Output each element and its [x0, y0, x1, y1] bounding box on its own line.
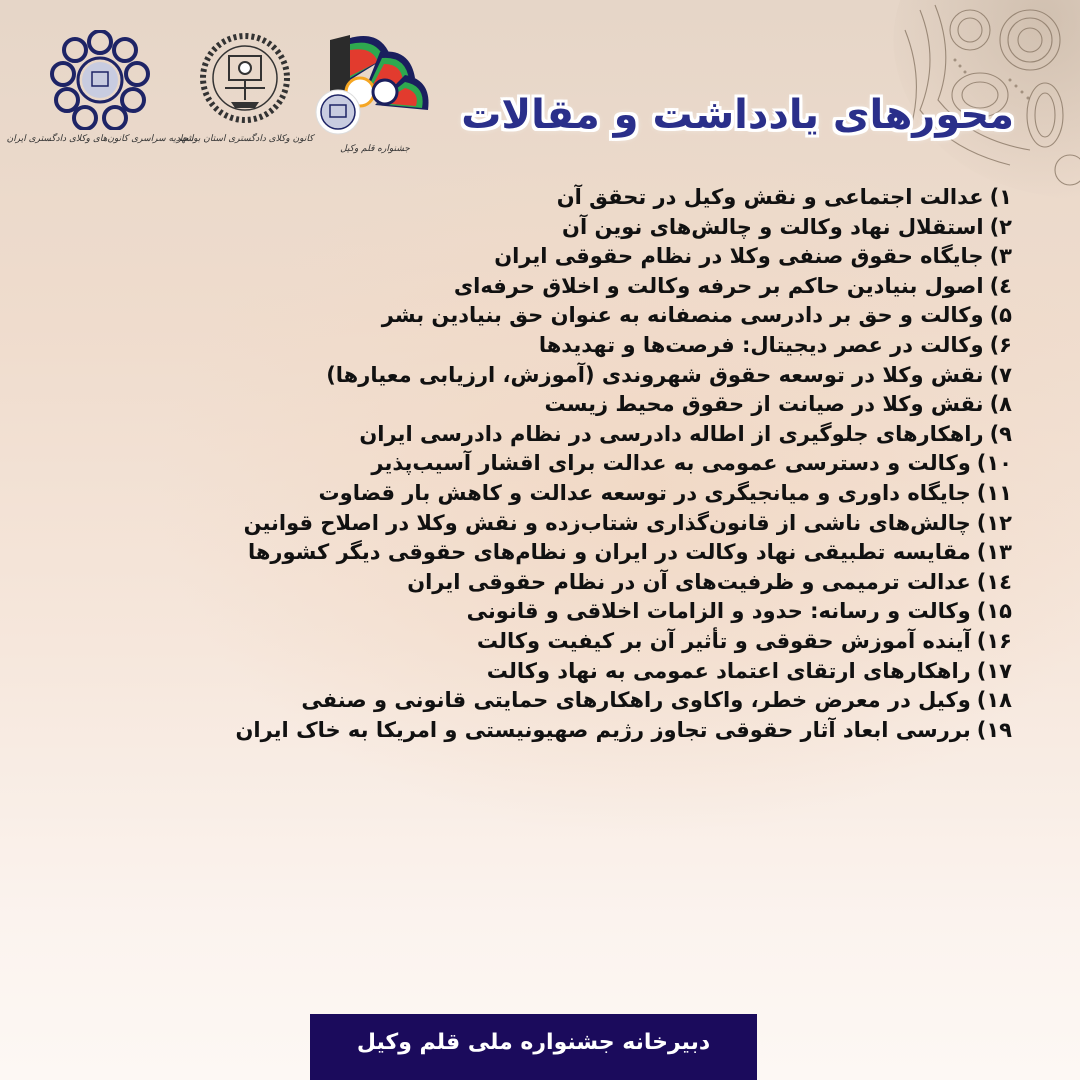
union-emblem-icon	[45, 30, 155, 130]
bushehr-logo	[176, 30, 314, 144]
topic-text: وکالت و حق بر دادرسی منصفانه به عنوان حق بنیادین بشر	[381, 303, 984, 328]
festival-logo-caption: جشنواره قلم وکیل	[340, 144, 410, 154]
bushehr-logo-caption: کانون وکلای دادگستری استان بوشهر	[176, 134, 314, 144]
topic-number: ۸)	[989, 392, 1012, 417]
topic-text: نقش وکلا در صیانت از حقوق محیط زیست	[544, 392, 984, 417]
topic-text: نقش وکلا در توسعه حقوق شهروندی (آموزش، ارزیابی معیارها)	[326, 362, 984, 387]
list-item	[52, 627, 1012, 657]
list-item	[52, 686, 1012, 716]
topic-text: بررسی ابعاد آثار حقوقی تجاوز رژیم صهیونیستی و امریکا به خاک ایران	[235, 717, 971, 742]
topic-text: وکالت در عصر دیجیتال: فرصت‌ها و تهدیدها	[538, 332, 984, 357]
list-item	[52, 420, 1012, 450]
topic-number: ۷)	[989, 362, 1012, 387]
topics-list	[52, 183, 1012, 745]
page-title: محورهای یادداشت و مقالات	[461, 92, 1014, 138]
list-item	[52, 272, 1012, 302]
topic-number: ۱۳)	[976, 540, 1012, 565]
topic-number: ٤)	[989, 273, 1012, 298]
topic-number: ۱۱)	[976, 480, 1012, 505]
bushehr-emblem-icon	[195, 30, 295, 130]
list-item	[52, 183, 1012, 213]
topic-number: ۱۷)	[976, 658, 1012, 683]
list-item	[52, 479, 1012, 509]
list-item	[52, 331, 1012, 361]
list-item	[52, 449, 1012, 479]
festival-logo	[305, 30, 445, 154]
topic-text: وکیل در معرض خطر، واکاوی راهکارهای حمایتی قانونی و صنفی	[301, 688, 971, 713]
list-item	[52, 213, 1012, 243]
list-item	[52, 301, 1012, 331]
topic-text: جایگاه داوری و میانجیگری در توسعه عدالت و کاهش بار قضاوت	[318, 480, 971, 505]
festival-emblem-icon	[310, 30, 440, 140]
topic-number: ۱۲)	[976, 510, 1012, 535]
secretariat-label: دبیرخانه جشنواره ملی قلم وکیل	[356, 1029, 711, 1055]
list-item	[52, 538, 1012, 568]
topic-number: ۹)	[989, 421, 1012, 446]
topic-text: راهکارهای جلوگیری از اطاله دادرسی در نظام دادرسی ایران	[359, 421, 984, 446]
topic-number: ۱۰)	[976, 451, 1012, 476]
topic-number: ۱۵)	[976, 599, 1012, 624]
list-item	[52, 597, 1012, 627]
topic-text: راهکارهای ارتقای اعتماد عمومی به نهاد وکالت	[486, 658, 971, 683]
topic-text: مقایسه تطبیقی نهاد وکالت در ایران و نظام‌های حقوقی دیگر کشورها	[247, 540, 971, 565]
union-logo	[6, 30, 194, 144]
union-logo-caption: اتحادیه سراسری کانون‌های وکلای دادگستری ایران	[6, 134, 194, 144]
topic-text: اصول بنیادین حاکم بر حرفه وکالت و اخلاق حرفه‌ای	[453, 273, 984, 298]
topic-number: ۱۹)	[976, 717, 1012, 742]
topic-text: عدالت اجتماعی و نقش وکیل در تحقق آن	[556, 185, 984, 209]
list-item	[52, 390, 1012, 420]
list-item	[52, 361, 1012, 391]
topic-text: وکالت و دسترسی عمومی به عدالت برای اقشار آسیب‌پذیر	[371, 451, 971, 476]
topic-number: ۶)	[989, 332, 1012, 357]
topic-number: ۲)	[989, 214, 1012, 239]
secretariat-banner	[310, 1014, 757, 1080]
list-item	[52, 568, 1012, 598]
topic-text: جایگاه حقوق صنفی وکلا در نظام حقوقی ایران	[494, 244, 984, 269]
topic-text: چالش‌های ناشی از قانون‌گذاری شتاب‌زده و نقش وکلا در اصلاح قوانین	[243, 510, 971, 535]
topic-text: وکالت و رسانه: حدود و الزامات اخلاقی و قانونی	[466, 599, 971, 624]
topic-number: ۳)	[989, 244, 1012, 269]
list-item	[52, 509, 1012, 539]
topic-number: ۱)	[989, 185, 1012, 209]
topic-text: استقلال نهاد وکالت و چالش‌های نوین آن	[562, 214, 984, 239]
list-item	[52, 657, 1012, 687]
topic-number: ۱٤)	[976, 569, 1012, 594]
topic-number: ۱۶)	[976, 628, 1012, 653]
list-item	[52, 242, 1012, 272]
topic-number: ۵)	[989, 303, 1012, 328]
list-item	[52, 716, 1012, 746]
topic-text: عدالت ترمیمی و ظرفیت‌های آن در نظام حقوقی ایران	[407, 569, 971, 594]
topic-text: آینده آموزش حقوقی و تأثیر آن بر کیفیت وکالت	[476, 628, 971, 653]
logo-row	[6, 30, 450, 170]
topic-number: ۱۸)	[976, 688, 1012, 713]
